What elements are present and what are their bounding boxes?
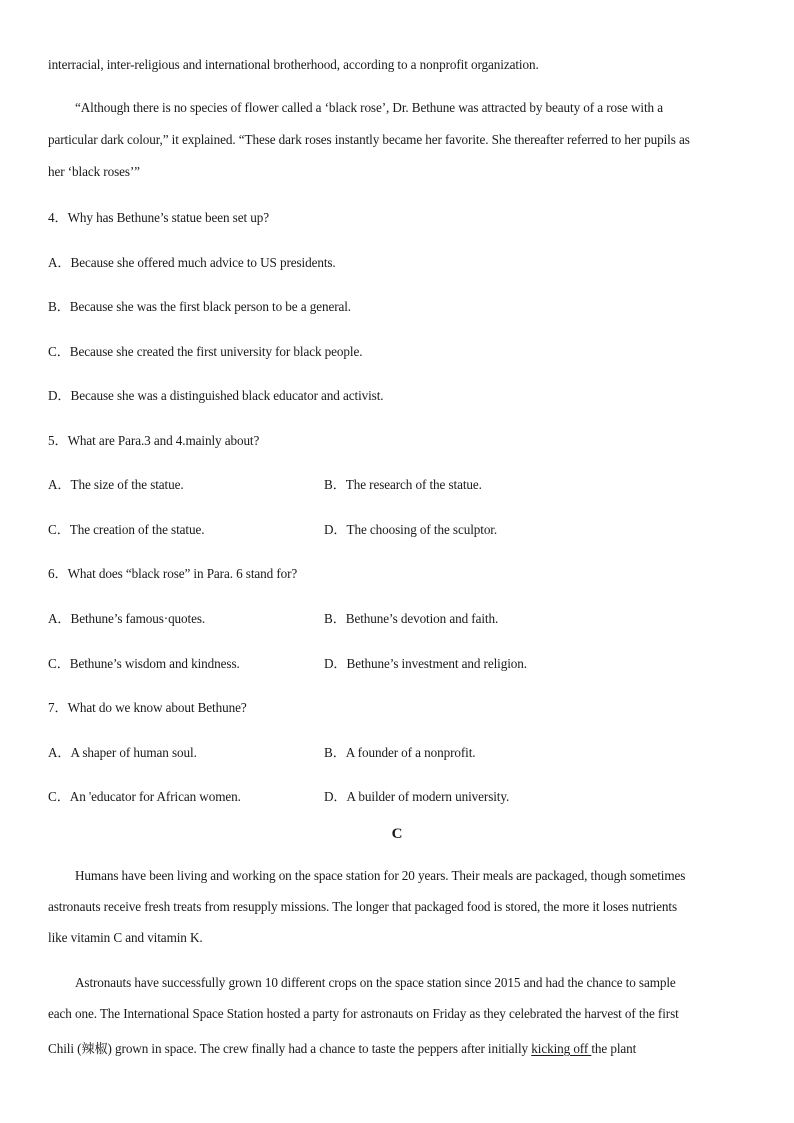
underlined-phrase: kicking off xyxy=(531,1041,592,1056)
passage-text-line: “Although there is no species of flower called a ‘black rose’, Dr. Bethune was attracted by beauty of a rose with a xyxy=(75,100,663,115)
passage-text-line: each one. The International Space Station hosted a party for astronauts on Friday as they celebrated the harvest of the first xyxy=(48,1006,679,1021)
passage-text-line: particular dark colour,” it explained. “These dark roses instantly became her favorite. She thereafter referred to her pupils as xyxy=(48,132,690,147)
answer-option-a: A．Bethune’s famous·quotes. xyxy=(48,611,206,626)
answer-option-d: D．Bethune’s investment and religion. xyxy=(324,656,527,671)
answer-option-d: D．The choosing of the sculptor. xyxy=(324,522,498,537)
answer-option-a: A．A shaper of human soul. xyxy=(48,745,197,760)
passage-text-line: Humans have been living and working on the space station for 20 years. Their meals are packaged, though sometimes xyxy=(75,868,686,883)
answer-option-b: B．Bethune’s devotion and faith. xyxy=(324,611,499,626)
text-segment: the plant xyxy=(591,1041,637,1056)
section-heading: C xyxy=(391,826,403,842)
passage-text-line: like vitamin C and vitamin K. xyxy=(48,930,203,945)
answer-option-d: D．A builder of modern university. xyxy=(324,789,510,804)
question-stem: 4．Why has Bethune’s statue been set up? xyxy=(48,210,269,225)
passage-text-line: astronauts receive fresh treats from resupply missions. The longer that packaged food is stored, the more it loses nutrients xyxy=(48,899,677,914)
answer-option-c: C．Bethune’s wisdom and kindness. xyxy=(48,656,240,671)
text-segment: Chili (辣椒) grown in space. The crew finally had a chance to taste the peppers after initially xyxy=(48,1041,532,1056)
answer-option-c: C．An 'educator for African women. xyxy=(48,789,241,804)
answer-option-c: C．Because she created the first university for black people. xyxy=(48,344,363,359)
question-stem: 6．What does “black rose” in Para. 6 stand for? xyxy=(48,566,298,581)
passage-text-line: Astronauts have successfully grown 10 different crops on the space station since 2015 and had the chance to sample xyxy=(75,975,676,990)
question-stem: 5．What are Para.3 and 4.mainly about? xyxy=(48,433,260,448)
answer-option-b: B．A founder of a nonprofit. xyxy=(324,745,476,760)
answer-option-a: A．Because she offered much advice to US presidents. xyxy=(48,255,336,270)
answer-option-b: B．The research of the statue. xyxy=(324,477,482,492)
answer-option-c: C．The creation of the statue. xyxy=(48,522,205,537)
passage-text-line: her ‘black roses’” xyxy=(48,164,140,179)
answer-option-b: B．Because she was the first black person to be a general. xyxy=(48,299,352,314)
answer-option-d: D．Because she was a distinguished black educator and activist. xyxy=(48,388,384,403)
passage-text-line xyxy=(48,1038,636,1057)
question-stem: 7．What do we know about Bethune? xyxy=(48,700,247,715)
passage-text-line: interracial, inter-religious and international brotherhood, according to a nonprofit organization. xyxy=(48,57,539,72)
answer-option-a: A．The size of the statue. xyxy=(48,477,184,492)
